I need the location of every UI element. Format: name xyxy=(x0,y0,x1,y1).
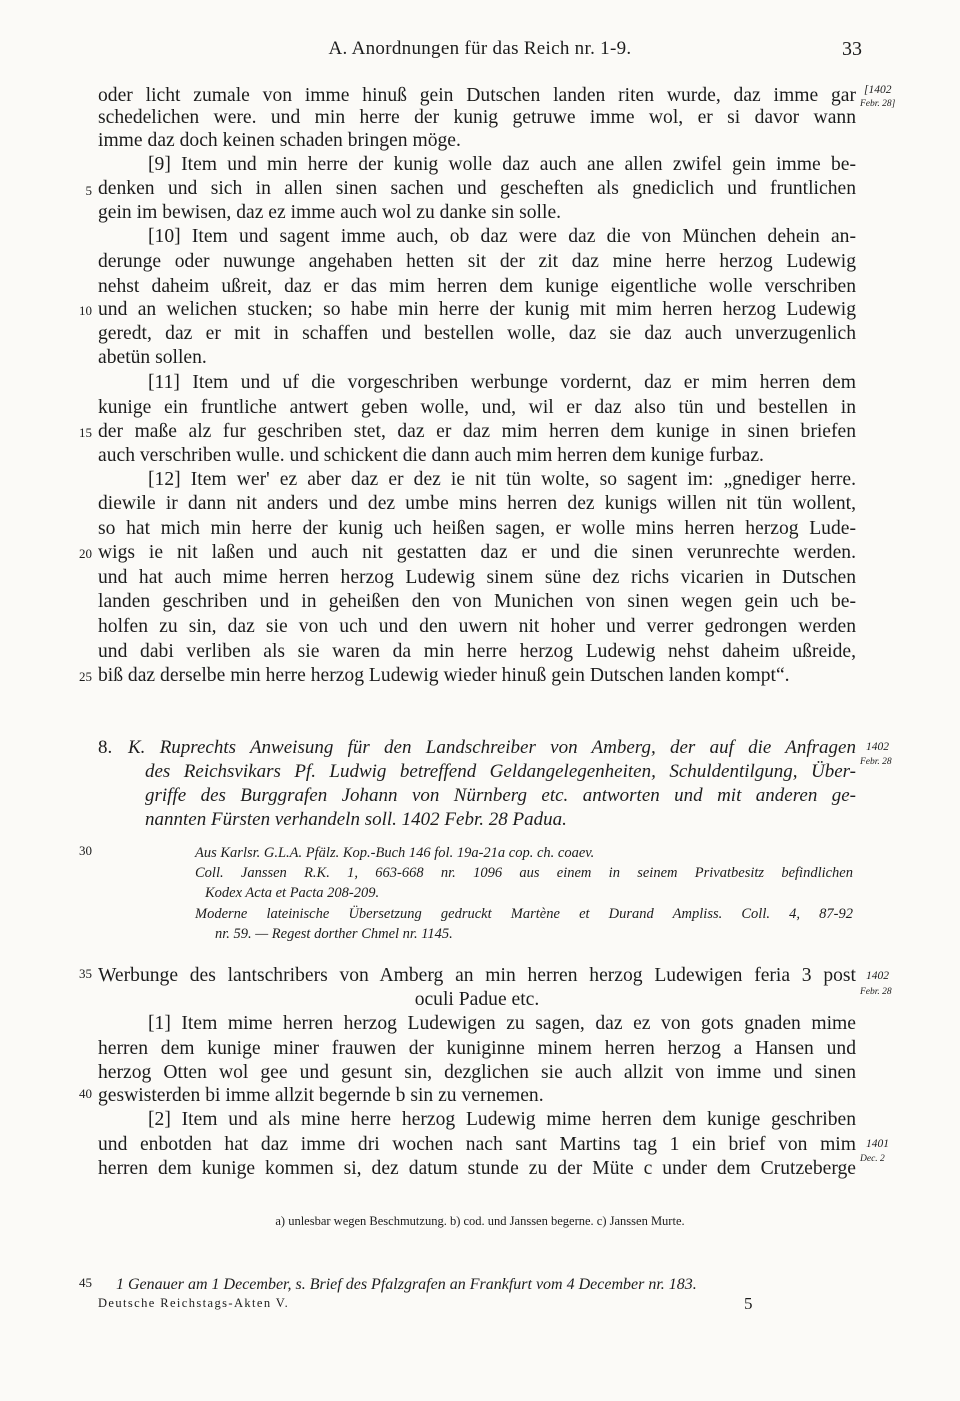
text-line: kunige ein fruntliche antwert geben wolle, und, wil er daz also tün und bestellen in xyxy=(98,397,856,418)
text-line: landen geschriben und in geheißen den von Munichen von sinen wegen gein uch be- xyxy=(98,591,856,612)
line-number: 25 xyxy=(79,669,92,684)
text-line: geredt, daz er mit in schaffen und bestellen wolle, daz sie daz auch unverzugenlich xyxy=(98,323,856,344)
document-title: griffe des Burggrafen Johann von Nürnberg etc. antworten und mit anderen ge- xyxy=(145,785,856,806)
margin-date: 1402 xyxy=(866,970,889,982)
page-number: 33 xyxy=(842,38,862,60)
document-number: 8. xyxy=(98,737,113,758)
text-line: holfen zu sin, daz sie von uch und den uwern nit hoher und verrer gedrongen werden xyxy=(98,616,856,637)
line-number: 15 xyxy=(79,425,92,440)
margin-date: [1402 xyxy=(864,84,892,96)
text-line: so hat mich min herre der kunig uch heißen sagen, er wolle mins herren herzog Lude- xyxy=(98,518,856,539)
document-title: K. Ruprechts Anweisung für den Landschreiber von Amberg, der auf die Anfragen xyxy=(128,737,856,758)
text-line: und enbotden hat daz imme dri wochen nach sant Martins tag 1 ein brief von mim xyxy=(98,1134,856,1155)
text-line: [11] Item und uf die vorgeschriben werbunge vordernt, daz er mim herren dem xyxy=(148,372,856,393)
text-line: herzog Otten wol gee und gesunt sin, dezglichen sie auch allzit von imme und sinen xyxy=(98,1062,856,1083)
text-line: [9] Item und min herre der kunig wolle daz auch ane allen zwifel gein imme be- xyxy=(148,154,856,175)
line-number: 5 xyxy=(85,183,92,198)
text-line: [12] Item wer' ez aber daz er dez ie nit tün wolte, so sagent im: „gnediger herre. xyxy=(148,469,856,490)
series-footer: Deutsche Reichstags-Akten V. xyxy=(98,1296,290,1310)
margin-date: Dec. 2 xyxy=(860,1154,885,1164)
text-line: und an welichen stucken; so habe min herre der kunig mit mim herren herzog Ludewig xyxy=(98,299,856,320)
text-line: auch verschriben wulle. und schickent die dann auch mim herren dem kunige furbaz. xyxy=(98,445,764,466)
text-line: herren dem kunige kommen si, dez datum stunde zu der Müte c under dem Crutzeberge xyxy=(98,1158,856,1179)
text-line: und hat auch mime herren herzog Ludewig sinem süne dez richs vicarien in Dutschen xyxy=(98,567,856,588)
margin-date: Febr. 28 xyxy=(860,757,892,767)
source-note: Coll. Janssen R.K. 1, 663-668 nr. 1096 aus einem in seinem Privatbesitz befindlichen xyxy=(195,865,853,881)
text-line: [10] Item und sagent imme auch, ob daz were daz die von München dehein an- xyxy=(148,226,856,247)
source-note: nr. 59. — Regest dorther Chmel nr. 1145. xyxy=(215,926,453,942)
text-line: oculi Padue etc. xyxy=(414,989,540,1010)
line-number: 45 xyxy=(79,1275,92,1290)
text-line: [1] Item mime herren herzog Ludewigen zu sagen, daz ez von gots gnaden mime xyxy=(148,1013,856,1034)
text-line: denken und sich in allen sinen sachen und gescheften als gnediclich und fruntlichen xyxy=(98,178,856,199)
text-line: herren dem kunige miner frauwen der kuniginne minem herren herzog a Hansen und xyxy=(98,1038,856,1059)
text-line: Werbunge des lantschribers von Amberg an min herren herzog Ludewigen feria 3 post xyxy=(98,965,856,986)
running-header: A. Anordnungen für das Reich nr. 1-9. xyxy=(328,38,632,59)
line-number: 35 xyxy=(79,966,92,981)
text-line: oder licht zumale von imme hinuß gein Dutschen landen riten wurde, daz imme gar xyxy=(98,85,856,106)
margin-date: 1401 xyxy=(866,1138,889,1150)
text-line: biß daz derselbe min herre herzog Ludewig wieder hinuß gein Dutschen landen kompt“. xyxy=(98,665,790,686)
text-line: imme daz doch keinen schaden bringen möge. xyxy=(98,130,461,151)
margin-date: Febr. 28 xyxy=(860,987,892,997)
margin-date: Febr. 28] xyxy=(860,99,896,109)
signature-mark: 5 xyxy=(744,1294,753,1313)
text-line: abetün sollen. xyxy=(98,347,207,368)
variant-footnotes: a) unlesbar wegen Beschmutzung. b) cod. und Janssen begerne. c) Janssen Murte. xyxy=(275,1214,685,1228)
text-line: diewile ir dann nit anders und dez umbe mins herren dez kunigs willen nit tün wollent, xyxy=(98,493,856,514)
text-line: der maße alz fur geschriben stet, daz er daz mim herren dem kunige in sinen briefen xyxy=(98,421,856,442)
document-title: des Reichsvikars Pf. Ludwig betreffend Geldangelegenheiten, Schuldentilgung, Über- xyxy=(145,761,856,782)
text-line: gein im bewisen, daz ez imme auch wol zu danke sin solle. xyxy=(98,202,562,223)
text-line: geswisterden bi imme allzit begernde b sin zu vernemen. xyxy=(98,1085,544,1106)
line-number: 20 xyxy=(79,546,92,561)
source-note: Moderne lateinische Übersetzung gedruckt Martène et Durand Ampliss. Coll. 4, 87-92 xyxy=(195,906,853,922)
document-title: nannten Fürsten verhandeln soll. 1402 Febr. 28 Padua. xyxy=(145,809,567,830)
source-note: Kodex Acta et Pacta 208-209. xyxy=(205,885,380,901)
line-number: 10 xyxy=(79,303,92,318)
margin-date: 1402 xyxy=(866,741,889,753)
footnote: 1 Genauer am 1 December, s. Brief des Pfalzgrafen an Frankfurt vom 4 December nr. 183. xyxy=(116,1276,697,1293)
line-number: 30 xyxy=(79,843,92,858)
text-line: und dabi verliben als sie waren da min herre herzog Ludewig nehst daheim ußreide, xyxy=(98,641,856,662)
text-line: derunge oder nuwunge angehaben hetten sit der zit daz mine herre herzog Ludewig xyxy=(98,251,856,272)
source-note: Aus Karlsr. G.L.A. Pfälz. Kop.-Buch 146 fol. 19a-21a cop. ch. coaev. xyxy=(195,845,595,861)
text-line: nehst daheim ußreit, daz er das mim herren dem kunige eigentliche wolle verschriben xyxy=(98,276,856,297)
text-line: [2] Item und als mine herre herzog Ludewig mime herren dem kunige geschriben xyxy=(148,1109,856,1130)
text-line: wigs ie nit laßen und auch nit gestatten daz er und die sinen verunrechte werden. xyxy=(98,542,856,563)
line-number: 40 xyxy=(79,1086,92,1101)
text-line: schedelichen were. und min herre der kunig getruwe imme wol, er si davor wann xyxy=(98,107,856,128)
